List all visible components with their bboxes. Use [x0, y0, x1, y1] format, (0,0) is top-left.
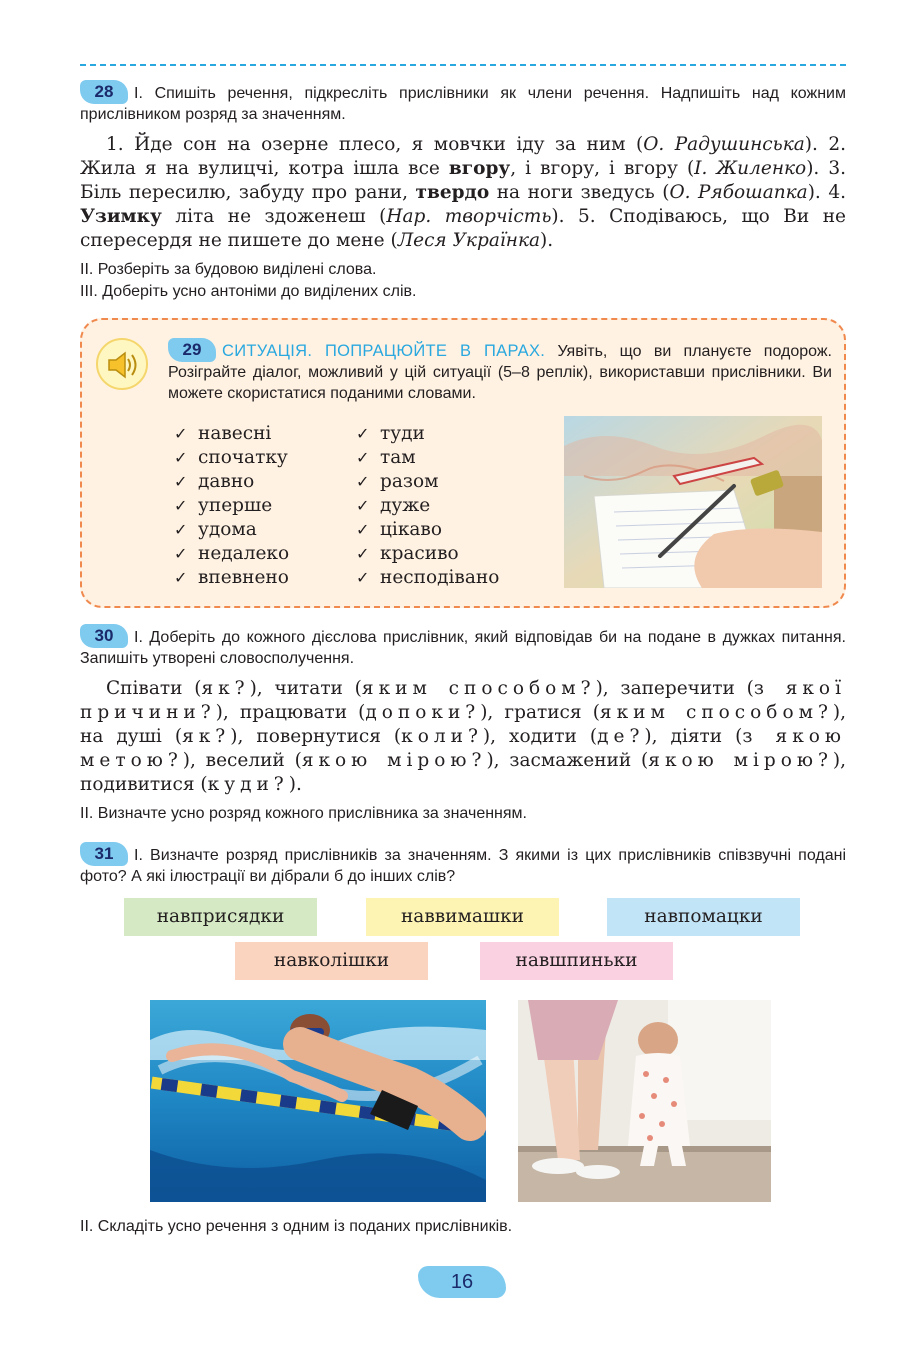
- top-dashed-rule: [80, 64, 846, 66]
- ex28-task2: ІІ. Розберіть за будовою виділені слова.: [80, 261, 377, 278]
- word-item: ✓ разом: [356, 470, 499, 494]
- word-item: ✓ удома: [174, 518, 289, 542]
- ex29-word-list-2: [356, 422, 499, 590]
- page-number: 16: [418, 1266, 506, 1298]
- ex28-task3: ІІІ. Доберіть усно антоніми до виділених слів.: [80, 283, 417, 300]
- ex31-number-badge: 31: [80, 842, 128, 866]
- exercise-31: [80, 842, 846, 887]
- exercise-29-box: [80, 318, 846, 608]
- word-item: ✓ давно: [174, 470, 289, 494]
- ex30-number-badge: 30: [80, 624, 128, 648]
- word-item: ✓ недалеко: [174, 542, 289, 566]
- ex29-word-list-1: [174, 422, 289, 590]
- word-item: ✓ спочатку: [174, 446, 289, 470]
- speaker-icon: [96, 338, 148, 390]
- word-item: ✓ навесні: [174, 422, 289, 446]
- word-item: ✓ там: [356, 446, 499, 470]
- word-chip-navkolishky: навколішки: [235, 942, 428, 980]
- word-chip-navprysiadky: навприсядки: [124, 898, 317, 936]
- word-chip-navshpynky: навшпиньки: [480, 942, 673, 980]
- ex29-number-badge: 29: [168, 338, 216, 362]
- ex31-instruction: 31 І. Визначте розряд прислівників за значенням. З якими із цих прислівників співзвучні подані фото? А які ілюстрації ви дібрали б до інших слів?: [80, 844, 846, 885]
- ex29-instruction: 29 СИТУАЦІЯ. ПОПРАЦЮЙТЕ В ПАРАХ. Уявіть, що ви плануєте подорож. Розіграйте діалог, можливий у цій ситуації (5–8 реплік), використавши прислівники. Ви можете скористатися поданими словами.: [168, 340, 832, 402]
- baby-tiptoe-photo: [518, 1000, 771, 1202]
- swimmer-photo: [150, 1000, 486, 1202]
- word-chip-navpomatsky: навпомацки: [607, 898, 800, 936]
- ex31-task2: ІІ. Складіть усно речення з одним із поданих прислівників.: [80, 1218, 513, 1235]
- ex29-situation: СИТУАЦІЯ. ПОПРАЦЮЙТЕ В ПАРАХ.: [222, 342, 546, 360]
- word-item: ✓ уперше: [174, 494, 289, 518]
- ex28-instruction: 28 І. Спишіть речення, підкресліть прислівники як члени речення. Надпишіть над кожним прислівником розряд за значенням.: [80, 82, 846, 123]
- word-chip-navvymashky: наввимашки: [366, 898, 559, 936]
- word-item: ✓ впевнено: [174, 566, 289, 590]
- exercise-30: [80, 624, 846, 825]
- ex28-number-badge: 28: [80, 80, 128, 104]
- travel-planning-photo: [564, 416, 822, 588]
- word-item: ✓ несподівано: [356, 566, 499, 590]
- ex30-text: Співати (як?), читати (яким способом?), заперечити (з якої причини?), працювати (допоки?), гратися (яким способом?), на душі (як?), повернутися (коли?), ходити (де?), діяти (з якою метою?), веселий (якою мірою?), засмажений (якою мірою?), подивитися (куди?).: [80, 678, 847, 795]
- ex28-text: 1. Йде сон на озерне плесо, я мовчки іду за ним (О. Радушинська). 2. Жила я на вулицчі, котра ішла все вгору, і вгору, і вгору (І. Жиленко). 3. Біль пересилю, забуду про рани, твердо на ноги зведусь (О. Рябошапка). 4. Узимку літа не здоженеш (Нар. творчість). 5. Сподіваюсь, що Ви не спересердя не пишете до мене (Леся Українка).: [80, 134, 846, 251]
- word-item: ✓ красиво: [356, 542, 499, 566]
- ex30-task2: ІІ. Визначте усно розряд кожного прислівника за значенням.: [80, 805, 527, 822]
- exercise-28: [80, 80, 846, 303]
- ex30-instruction: 30 І. Доберіть до кожного дієслова прислівник, який відповідав би на подане в дужках питання. Запишіть утворені словосполучення.: [80, 626, 846, 667]
- word-item: ✓ дуже: [356, 494, 499, 518]
- word-item: ✓ цікаво: [356, 518, 499, 542]
- word-item: ✓ туди: [356, 422, 499, 446]
